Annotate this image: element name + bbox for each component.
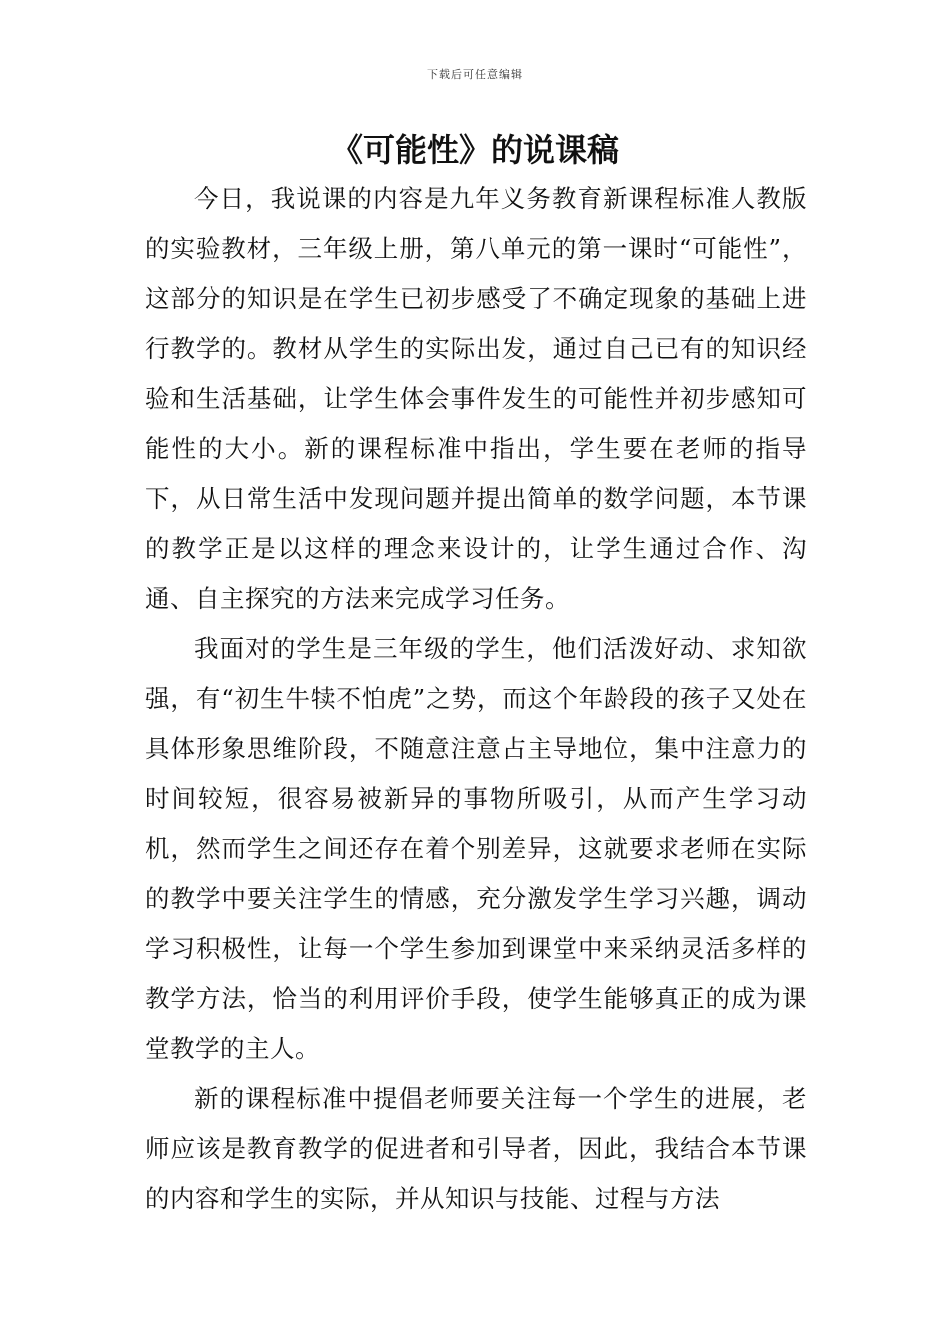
document-title: 《可能性》的说课稿 — [330, 131, 619, 169]
paragraph-1: 今日，我说课的内容是九年义务教育新课程标准人教版的实验教材，三年级上册，第八单元的第一课时“可能性”，这部分的知识是在学生已初步感受了不确定现象的基础上进行教学的。教材从学生的实际出发，通过自己已有的知识经验和生活基础，让学生体会事件发生的可能性并初步感知可能性的大小。新的课程标准中指出，学生要在老师的指导下，从日常生活中发现问题并提出简单的数学问题，本节课的教学正是以这样的理念来设计的，让学生通过合作、沟通、自主探究的方法来完成学习任务。 — [145, 184, 807, 613]
header-note: 下载后可任意编辑 — [427, 68, 523, 81]
paragraph-3: 新的课程标准中提倡老师要关注每一个学生的进展，老师应该是教育教学的促进者和引导者，因此，我结合本节课的内容和学生的实际，并从知识与技能、过程与方法 — [145, 1084, 807, 1213]
document-body — [145, 174, 807, 1224]
paragraph-2: 我面对的学生是三年级的学生，他们活泼好动、求知欲强，有“初生牛犊不怕虎”之势，而这个年龄段的孩子又处在具体形象思维阶段，不随意注意占主导地位，集中注意力的时间较短，很容易被新异的事物所吸引，从而产生学习动机，然而学生之间还存在着个别差异，这就要求老师在实际的教学中要关注学生的情感，充分激发学生学习兴趣，调动学习积极性，让每一个学生参加到课堂中来采纳灵活多样的教学方法，恰当的利用评价手段，使学生能够真正的成为课堂教学的主人。 — [145, 634, 807, 1063]
